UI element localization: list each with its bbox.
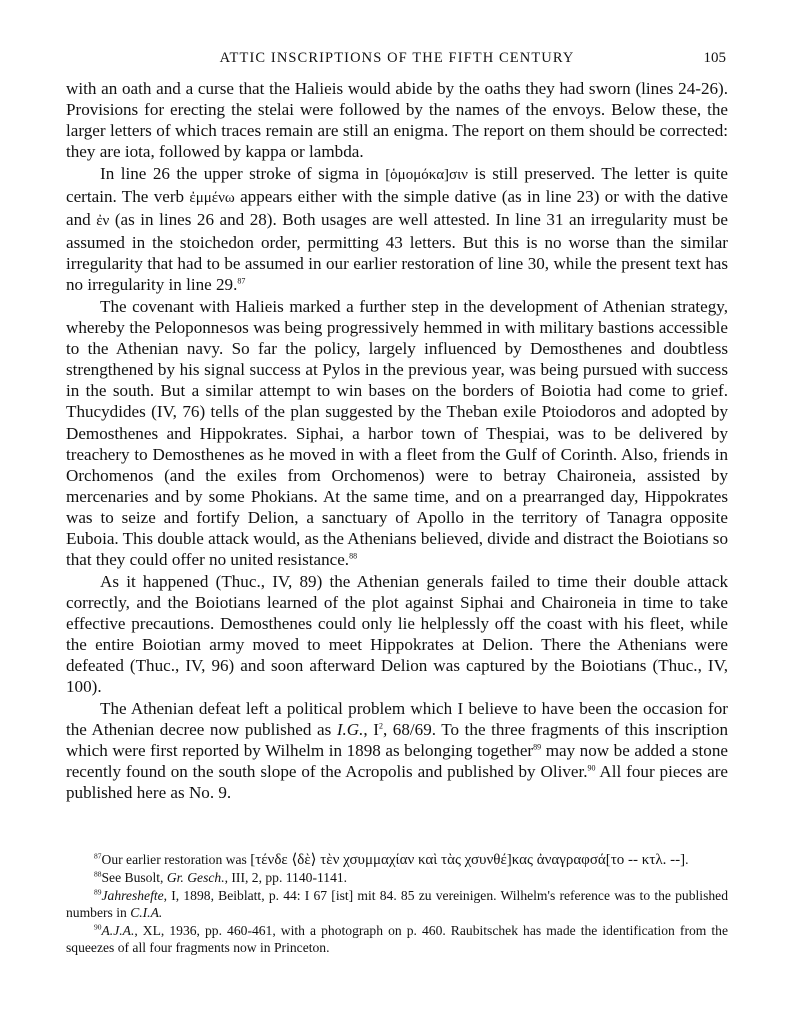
greek-term: [ὁμομόκα]σιν [385,166,468,183]
footnote-89: $^{89}$Jahreshefte, I, 1898, Beiblatt, p. 44: I 67 [ist] mit 84. 85 zu vereinigen. Wilhelm's reference was to the published numbers in C.I.A. [66,887,728,921]
citation-ig: I.G. [336,719,364,739]
body-text [66,78,728,803]
page-number: 105 [703,50,726,66]
greek-term: ἐν [96,212,110,229]
footnote-ref-89[interactable]: 89 [533,742,542,752]
footnotes [66,851,728,956]
paragraph-4: As it happened (Thuc., IV, 89) the Athenian generals failed to time their double attack correctly, and the Boiotians learned of the plot against Siphai and Chaironeia in time to take effective precautions. Demosthenes could only lie helplessly off the coast with his fleet, while the entire Boiotian army moved to meet Hippokrates at Delion. There the Athenians were defeated (Thuc., IV, 96) and soon afterward Delion was captured by the Boiotians (Thuc., IV, 100). [66,571,728,697]
greek-term: ἐμμένω [189,189,235,206]
running-title: ATTIC INSCRIPTIONS OF THE FIFTH CENTURY [219,50,575,66]
footnote-87: $^{87}$Our earlier restoration was [τένδε ⟨δὲ⟩ τὲν χσυμμαχίαν καὶ τὰς χσυνθέ]κας ἀναγραφσά[το -- κτλ. --]. [94,851,689,868]
footnote-ref-90[interactable]: 90 [587,763,596,773]
paragraph-1: with an oath and a curse that the Halieis would abide by the oaths they had sworn (lines 24-26). Provisions for erecting the stelai were followed by the names of the envoys. Below these, the larger letters of which traces remain are still an enigma. The report on them should be corrected: they are iota, followed by kappa or lambda. [66,79,728,162]
paragraph-2: In line 26 the upper stroke of sigma in [ὁμομόκα]σιν is still preserved. The letter is quite certain. The verb ἐμμένω appears either with the simple dative (as in line 23) or with the dative and ἐν (as in lines 26 and 28). Both usages are well attested. In line 31 an irregularity must be assumed in the stoichedon order, permitting 43 letters. But this is no worse than the similar irregularity that had to be assumed in our earlier restoration of line 30, while the present text has no irregularity in line 29.87 [66,163,729,295]
paragraph-5: The Athenian defeat left a political problem which I believe to have been the occasion for the Athenian decree now published as I.G., $I^2$, 68/69. To the three fragments of this inscription which were first reported by Wilhelm in 1898 as belonging together$^{89}$ may now be added a stone recently found on the south slope of the Acropolis and published by Oliver.$^{90}$ All four pieces are published here as No. 9. [66,698,728,803]
superscript-two: 2 [378,721,383,730]
greek-restoration: [τένδε ⟨δὲ⟩ τὲν χσυμμαχίαν καὶ τὰς χσυνθέ]κας ἀναγραφσά[το -- κτλ. --] [250,852,686,868]
footnote-ref-87[interactable]: 87 [237,276,246,286]
footnote-ref-88[interactable]: 88 [349,551,358,561]
footnote-90: $^{90}$A.J.A., XL, 1936, pp. 460-461, with a photograph on p. 460. Raubitschek has made the identification from the squeezes of all four fragments now in Princeton. [66,922,728,956]
page-header [66,50,728,70]
footnote-88: $^{88}$See Busolt, Gr. Gesch., III, 2, pp. 1140-1141. [94,869,348,886]
paragraph-3: The covenant with Halieis marked a further step in the development of Athenian strategy, whereby the Peloponnesos was being progressively hemmed in with military bastions accessible to the Athenian navy. So far the policy, largely influenced by Demosthenes and doubtless strengthened by his signal success at Pylos in the previous year, was being pursued with success in the south. But a similar attempt to win bases on the borders of Boiotia had come to grief. Thucydides (IV, 76) tells of the plan suggested by the Theban exile Ptoiodoros and adopted by Demosthenes and Hippokrates. Siphai, a harbor town of Thespiai, was to be delivered by treachery to Demosthenes as he moved in with a fleet from the Gulf of Corinth. Also, friends in Orchomenos (and the exiles from Orchomenos) were to betray Chaironeia, assisted by mercenaries and by some Phokians. At the same time, and on a prearranged day, Hippokrates was to seize and fortify Delion, a sanctuary of Apollo in the territory of Tanagra opposite Euboia. This double attack would, as the Athenians believed, divide and distract the Boiotians so that they could offer no united resistance.$^{88}$ [66,296,728,570]
